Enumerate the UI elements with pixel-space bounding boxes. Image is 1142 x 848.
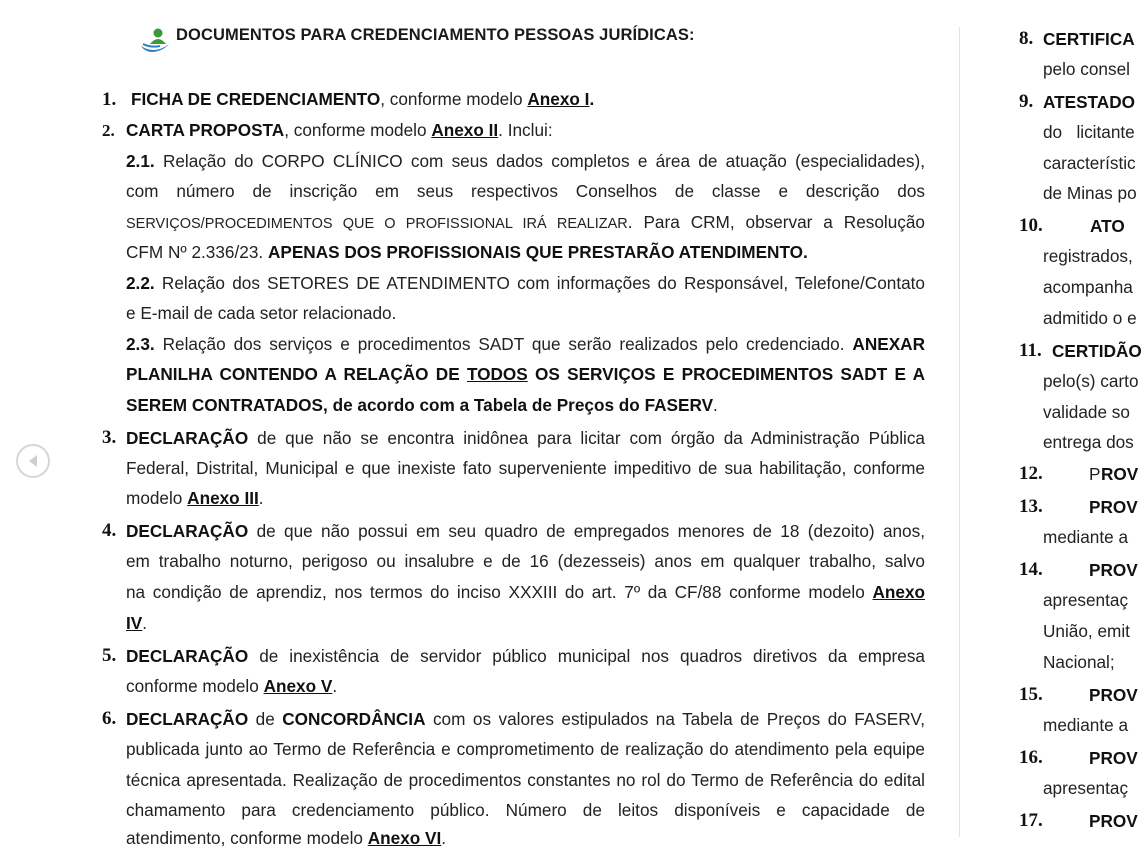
subitem-text: CFM Nº 2.336/23. xyxy=(126,242,268,262)
annex-iv-link[interactable]: Anexo xyxy=(872,582,925,602)
item-text: apresentaç xyxy=(1043,590,1129,610)
subitem-emphasis: APENAS DOS PROFISSIONAIS QUE PRESTARÃO ATENDIMENTO. xyxy=(267,242,808,262)
item-number: 3. xyxy=(102,427,117,448)
item-number: 16. xyxy=(1019,747,1043,768)
item-end: . xyxy=(441,828,447,848)
item-title: CARTA PROPOSTA xyxy=(126,120,285,140)
annex-iii-link[interactable]: Anexo III xyxy=(187,488,259,508)
item-text: pelo(s) carto xyxy=(1043,371,1139,391)
item-title: ATESTADO xyxy=(1043,92,1135,112)
subitem-emphasis: OS SERVIÇOS E PROCEDIMENTOS SADT E A xyxy=(527,364,925,384)
item-number: 9. xyxy=(1019,91,1034,112)
right-column xyxy=(960,0,1142,837)
item-title: CONCORDÂNCIA xyxy=(282,709,426,729)
item-text: admitido o e xyxy=(1043,308,1137,328)
subitem-2-3-line-3 xyxy=(126,395,925,415)
list-item-3-line-2 xyxy=(126,458,925,478)
subitem-text: com número de inscrição em seus respectivos Conselhos de classe e descrição dos xyxy=(126,181,925,201)
small-caps-text: SERVIÇOS/PROCEDIMENTOS QUE O PROFISSIONAL IRÁ REALIZAR xyxy=(126,216,628,232)
item-title: ROV xyxy=(1101,464,1139,484)
item-title: DECLARAÇÃO xyxy=(126,521,249,541)
list-item-2 xyxy=(126,120,925,140)
item-text: P xyxy=(1089,464,1101,484)
item-title: PROV xyxy=(1089,497,1138,517)
item-text: atendimento, conforme modelo xyxy=(126,828,368,848)
item-end: . xyxy=(589,89,595,109)
page-header xyxy=(138,24,695,56)
list-item-6-line-3 xyxy=(126,770,925,790)
item-number: 1. xyxy=(102,89,117,110)
item-title: DECLARAÇÃO xyxy=(126,709,249,729)
list-item-5-line-1 xyxy=(126,646,925,666)
item-number: 6. xyxy=(102,708,117,729)
list-item-3-line-1 xyxy=(126,428,925,448)
item-number: 5. xyxy=(102,645,117,666)
list-item-6-line-1 xyxy=(126,709,925,729)
annex-i-link[interactable]: Anexo I xyxy=(527,89,590,109)
item-title: PROV xyxy=(1089,560,1138,580)
subitem-text: Relação dos SETORES DE ATENDIMENTO com informações do Responsável, Telefone/Contato xyxy=(161,273,925,293)
item-number: 12. xyxy=(1019,463,1043,484)
list-item-6-line-2 xyxy=(126,739,925,759)
item-title: PROV xyxy=(1089,811,1138,831)
annex-vi-link[interactable]: Anexo VI xyxy=(367,828,442,848)
annex-ii-link[interactable]: Anexo II xyxy=(431,120,499,140)
item-text: registrados, xyxy=(1043,246,1133,266)
subitem-2-1-line-4 xyxy=(126,242,925,262)
list-item-5-line-2 xyxy=(126,676,925,696)
subitem-text: e E-mail de cada setor relacionado. xyxy=(126,303,397,323)
item-text: característic xyxy=(1043,153,1136,173)
subitem-text: . Para CRM, observar a Resolução xyxy=(627,212,925,232)
subitem-2-3-line-1 xyxy=(126,334,925,354)
subitem-number: 2.1. xyxy=(126,151,155,171)
subitem-number: 2.2. xyxy=(126,273,155,293)
item-end: . xyxy=(142,613,148,633)
item-text: , conforme modelo xyxy=(284,120,432,140)
item-text: modelo xyxy=(126,488,188,508)
subitem-2-1-line-2 xyxy=(126,181,925,201)
page-title: DOCUMENTOS PARA CREDENCIAMENTO PESSOAS JURÍDICAS: xyxy=(176,25,695,44)
list-item-6-line-4 xyxy=(126,800,925,820)
item-title: CERTIFICA xyxy=(1043,29,1135,49)
item-text: validade so xyxy=(1043,402,1130,422)
item-text: entrega dos xyxy=(1043,432,1134,452)
list-item-6-line-5 xyxy=(126,828,925,848)
annex-iv-link[interactable]: IV xyxy=(126,613,143,633)
item-number: 4. xyxy=(102,520,117,541)
item-text: de xyxy=(248,709,283,729)
item-end: . xyxy=(332,676,338,696)
item-title: FICHA DE CREDENCIAMENTO xyxy=(131,89,381,109)
subitem-2-3-line-2 xyxy=(126,364,925,384)
subitem-emphasis: SEREM CONTRATADOS, de acordo com a Tabela de Preços do FASERV xyxy=(126,395,714,415)
item-title: DECLARAÇÃO xyxy=(126,428,249,448)
subitem-emphasis: ANEXAR xyxy=(852,334,925,354)
item-number: 17. xyxy=(1019,810,1043,831)
item-text: publicada junto ao Termo de Referência e comprometimento de realização do atendimento pela equipe xyxy=(126,739,925,759)
item-number: 15. xyxy=(1019,684,1043,705)
subitem-emphasis: PLANILHA CONTENDO A RELAÇÃO DE xyxy=(126,364,467,384)
subitem-text: . xyxy=(713,395,718,415)
item-number: 14. xyxy=(1019,559,1043,580)
item-number: 2. xyxy=(102,121,115,140)
person-hands-icon xyxy=(138,25,172,55)
item-title: PROV xyxy=(1089,748,1138,768)
item-text: do licitante xyxy=(1043,122,1135,142)
item-number: 11. xyxy=(1019,340,1042,361)
list-item-4-line-4 xyxy=(126,613,925,633)
item-text: Federal, Distrital, Municipal e que inexiste fato superveniente impeditivo de sua habilitação, conforme xyxy=(126,458,925,478)
item-text: conforme modelo xyxy=(126,676,264,696)
subitem-2-2-line-2 xyxy=(126,303,925,323)
list-item-4-line-1 xyxy=(126,521,925,541)
item-text: pelo consel xyxy=(1043,59,1130,79)
list-item-4-line-2 xyxy=(126,551,925,571)
item-title: DECLARAÇÃO xyxy=(126,646,249,666)
subitem-2-1-line-1 xyxy=(126,151,925,171)
item-text: com os valores estipulados na Tabela de Preços do FASERV, xyxy=(425,709,925,729)
item-number: 10. xyxy=(1019,215,1043,236)
item-title: ATO xyxy=(1090,216,1125,236)
item-number: 13. xyxy=(1019,496,1043,517)
subitem-text: Relação dos serviços e procedimentos SADT que serão realizados pelo credenciado. xyxy=(162,334,853,354)
underlined-emphasis: TODOS xyxy=(466,364,528,384)
item-end: . Inclui: xyxy=(498,120,553,140)
subitem-2-1-line-3 xyxy=(126,212,925,234)
item-text: União, emit xyxy=(1043,621,1130,641)
item-text: técnica apresentada. Realização de procedimentos constantes no rol do Termo de Referência do edital xyxy=(126,770,925,790)
item-text: Nacional; xyxy=(1043,652,1115,672)
item-text: de inexistência de servidor público municipal nos quadros diretivos da empresa xyxy=(248,646,925,666)
item-text: na condição de aprendiz, nos termos do inciso XXXIII do art. 7º da CF/88 conforme modelo xyxy=(126,582,873,602)
item-text: , conforme modelo xyxy=(380,89,528,109)
item-title: PROV xyxy=(1089,685,1138,705)
item-text: acompanha xyxy=(1043,277,1133,297)
item-text: de que não possui em seu quadro de empregados menores de 18 (dezoito) anos, xyxy=(248,521,925,541)
item-text: chamamento para credenciamento público. Número de leitos disponíveis e capacidade de xyxy=(126,800,925,820)
item-text: de que não se encontra inidônea para licitar com órgão da Administração Pública xyxy=(248,428,925,448)
item-text: de Minas po xyxy=(1043,183,1137,203)
item-end: . xyxy=(258,488,264,508)
item-text: em trabalho noturno, perigoso ou insalubre e de 16 (dezesseis) anos em qualquer trabalho, salvo xyxy=(126,551,925,571)
item-text: apresentaç xyxy=(1043,778,1129,798)
item-title: CERTIDÃO xyxy=(1052,341,1142,361)
item-text: mediante a xyxy=(1043,715,1129,735)
item-number: 8. xyxy=(1019,28,1034,49)
list-item-1 xyxy=(131,89,930,109)
list-item-4-line-3 xyxy=(126,582,925,602)
subitem-text: Relação do CORPO CLÍNICO com seus dados completos e área de atuação (especialidades), xyxy=(162,151,925,171)
subitem-number: 2.3. xyxy=(126,334,155,354)
annex-v-link[interactable]: Anexo V xyxy=(263,676,333,696)
subitem-2-2-line-1 xyxy=(126,273,925,293)
list-item-3-line-3 xyxy=(126,488,925,508)
item-text: mediante a xyxy=(1043,527,1129,547)
